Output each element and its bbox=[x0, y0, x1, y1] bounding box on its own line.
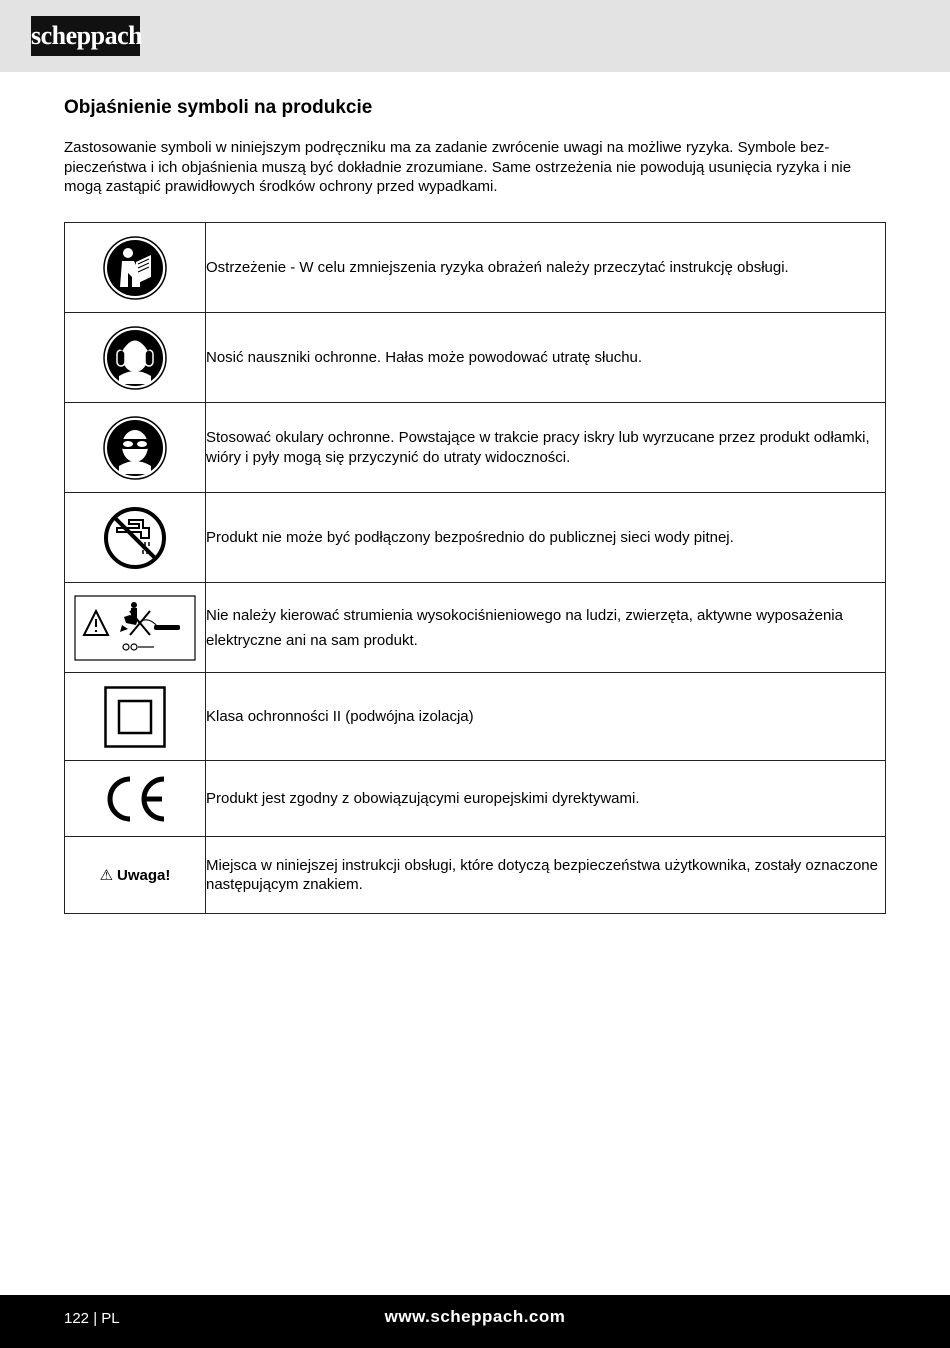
page-title: Objaśnienie symboli na produkcie bbox=[64, 97, 373, 118]
symbol-cell bbox=[65, 583, 206, 673]
table-row bbox=[65, 761, 886, 837]
symbol-description: Nie należy kierować strumienia wysokociśnieniowego na ludzi, zwierzęta, aktywne wyposażenia elektryczne ani na sam produkt. bbox=[206, 583, 886, 673]
table-row bbox=[65, 583, 886, 673]
warning-triangle-icon: ⚠ bbox=[99, 866, 114, 884]
no-spray-at-people-icon bbox=[74, 595, 196, 661]
symbol-cell bbox=[65, 761, 206, 837]
symbols-table bbox=[64, 222, 886, 914]
page-footer bbox=[0, 1295, 950, 1348]
page-number: 122 | PL bbox=[64, 1310, 120, 1327]
no-drinking-water-connection-icon bbox=[103, 506, 167, 570]
symbol-description: Stosować okulary ochronne. Powstające w trakcie pracy iskry lub wyrzucane przez produkt odłamki, wióry i pyły mogą się przyczynić do utraty widoczności. bbox=[206, 403, 886, 493]
symbol-description: Ostrzeżenie - W celu zmniejszenia ryzyka obrażeń należy przeczytać instrukcję obsługi. bbox=[206, 223, 886, 313]
safety-goggles-icon bbox=[103, 416, 167, 480]
read-manual-icon bbox=[103, 236, 167, 300]
scheppach-logo: scheppach bbox=[31, 16, 140, 56]
symbol-cell bbox=[65, 313, 206, 403]
symbol-cell bbox=[65, 673, 206, 761]
symbol-cell bbox=[65, 223, 206, 313]
table-row bbox=[65, 313, 886, 403]
warning-label-text: Uwaga! bbox=[117, 866, 171, 884]
intro-paragraph: Zastosowanie symboli w niniejszym podręczniku ma za zadanie zwrócenie uwagi na możliwe ryzyka. Symbole bezpieczeństwa i ich objaśnienia muszą być dokładnie zrozumiane. Same ostrzeżenia nie powodują usunięcia ryzyka i nie mogą zastąpić prawidłowych środków ochrony przed wypadkami. bbox=[64, 139, 852, 195]
table-row bbox=[65, 403, 886, 493]
symbol-description: Miejsca w niniejszej instrukcji obsługi, które dotyczą bezpieczeństwa użytkownika, zostały oznaczone następującym znakiem. bbox=[206, 837, 886, 914]
table-row bbox=[65, 223, 886, 313]
ear-protection-icon bbox=[103, 326, 167, 390]
protection-class-ii-icon bbox=[104, 686, 166, 748]
table-row bbox=[65, 673, 886, 761]
symbol-description: Klasa ochronności II (podwójna izolacja) bbox=[206, 673, 886, 761]
symbol-description: Produkt nie może być podłączony bezpośrednio do publicznej sieci wody pitnej. bbox=[206, 493, 886, 583]
symbol-cell bbox=[65, 837, 206, 914]
table-row bbox=[65, 493, 886, 583]
ce-mark-icon bbox=[102, 775, 168, 823]
symbol-description: Nosić nauszniki ochronne. Hałas może powodować utratę słuchu. bbox=[206, 313, 886, 403]
symbol-cell bbox=[65, 493, 206, 583]
website-link[interactable]: www.scheppach.com bbox=[384, 1307, 566, 1326]
symbol-cell bbox=[65, 403, 206, 493]
page-header bbox=[0, 0, 950, 72]
warning-label bbox=[100, 867, 171, 884]
table-row bbox=[65, 837, 886, 914]
symbol-description: Produkt jest zgodny z obowiązującymi europejskimi dyrektywami. bbox=[206, 761, 886, 837]
